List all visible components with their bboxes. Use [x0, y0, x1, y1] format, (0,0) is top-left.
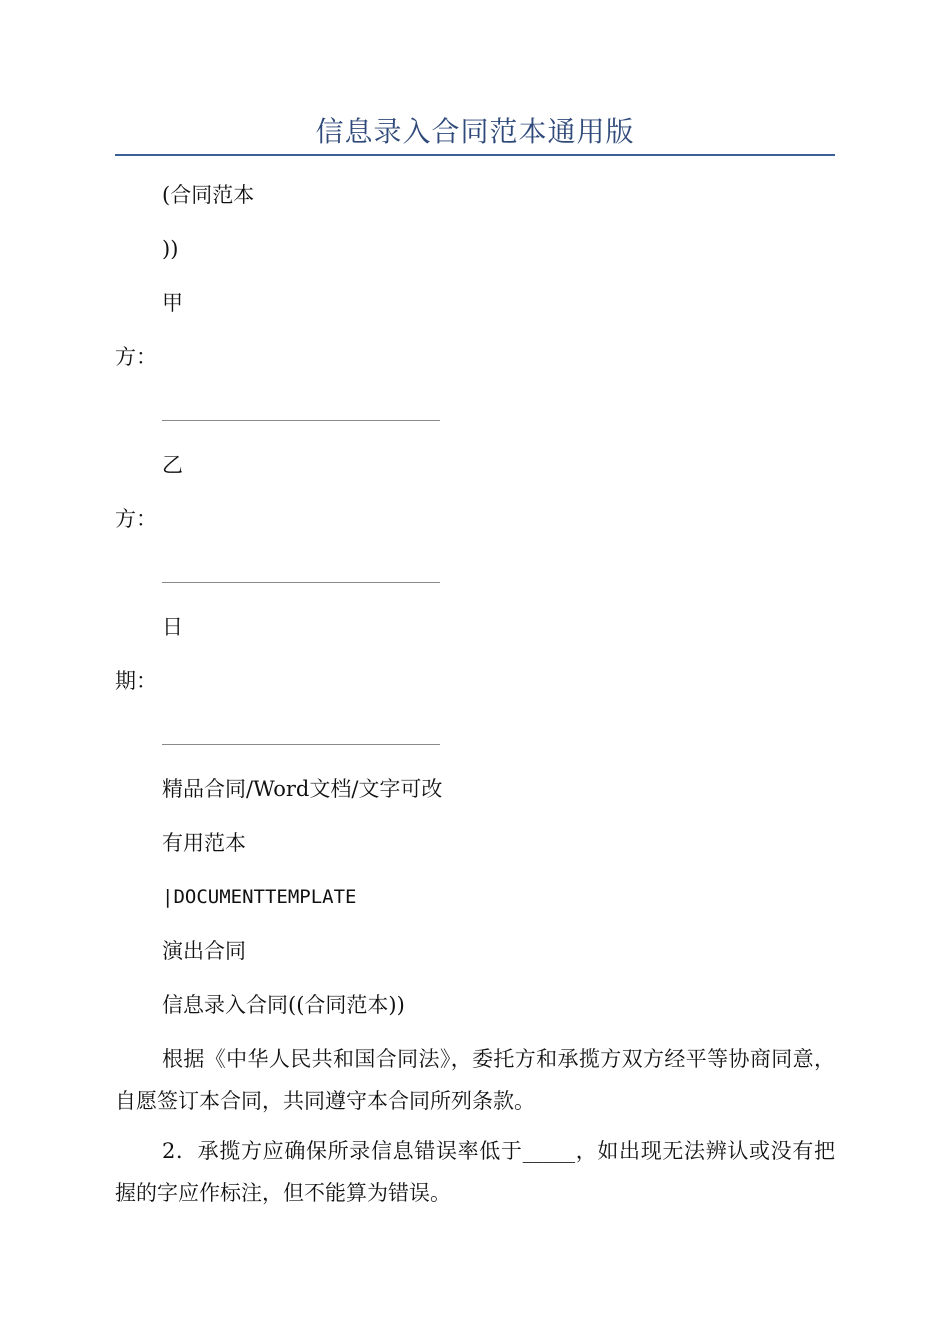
date-label: 期：: [115, 669, 157, 693]
party-a-label: 方：: [115, 345, 157, 369]
date-char: 日: [162, 615, 183, 639]
document-title: 信息录入合同范本通用版: [315, 115, 635, 148]
party-b-char: 乙: [162, 453, 183, 477]
promo-line-2: 有用范本: [162, 831, 246, 855]
closing-parens-line: )): [162, 237, 179, 261]
document-template-tag: |DOCUMENTTEMPLATE: [162, 886, 357, 908]
title-underline: [115, 154, 835, 156]
party-b-blank[interactable]: [162, 582, 440, 583]
party-a-blank[interactable]: [162, 420, 440, 421]
contract-template-line: (合同范本: [162, 183, 255, 207]
category-line: 演出合同: [162, 939, 246, 963]
promo-line-1: 精品合同/Word文档/文字可改: [162, 777, 443, 801]
date-blank[interactable]: [162, 744, 440, 745]
party-b-label: 方：: [115, 507, 157, 531]
party-a-char: 甲: [162, 291, 183, 315]
paragraph-intro: 根据《中华人民共和国合同法》，委托方和承揽方双方经平等协商同意，自愿签订本合同，共同遵守本合同所列条款。: [115, 1047, 835, 1113]
paragraph-clause-2: 2．承揽方应确保所录信息错误率低于_____，如出现无法辨认或没有把握的字应作标注，但不能算为错误。: [115, 1139, 835, 1205]
contract-heading: 信息录入合同((合同范本)): [162, 993, 405, 1017]
